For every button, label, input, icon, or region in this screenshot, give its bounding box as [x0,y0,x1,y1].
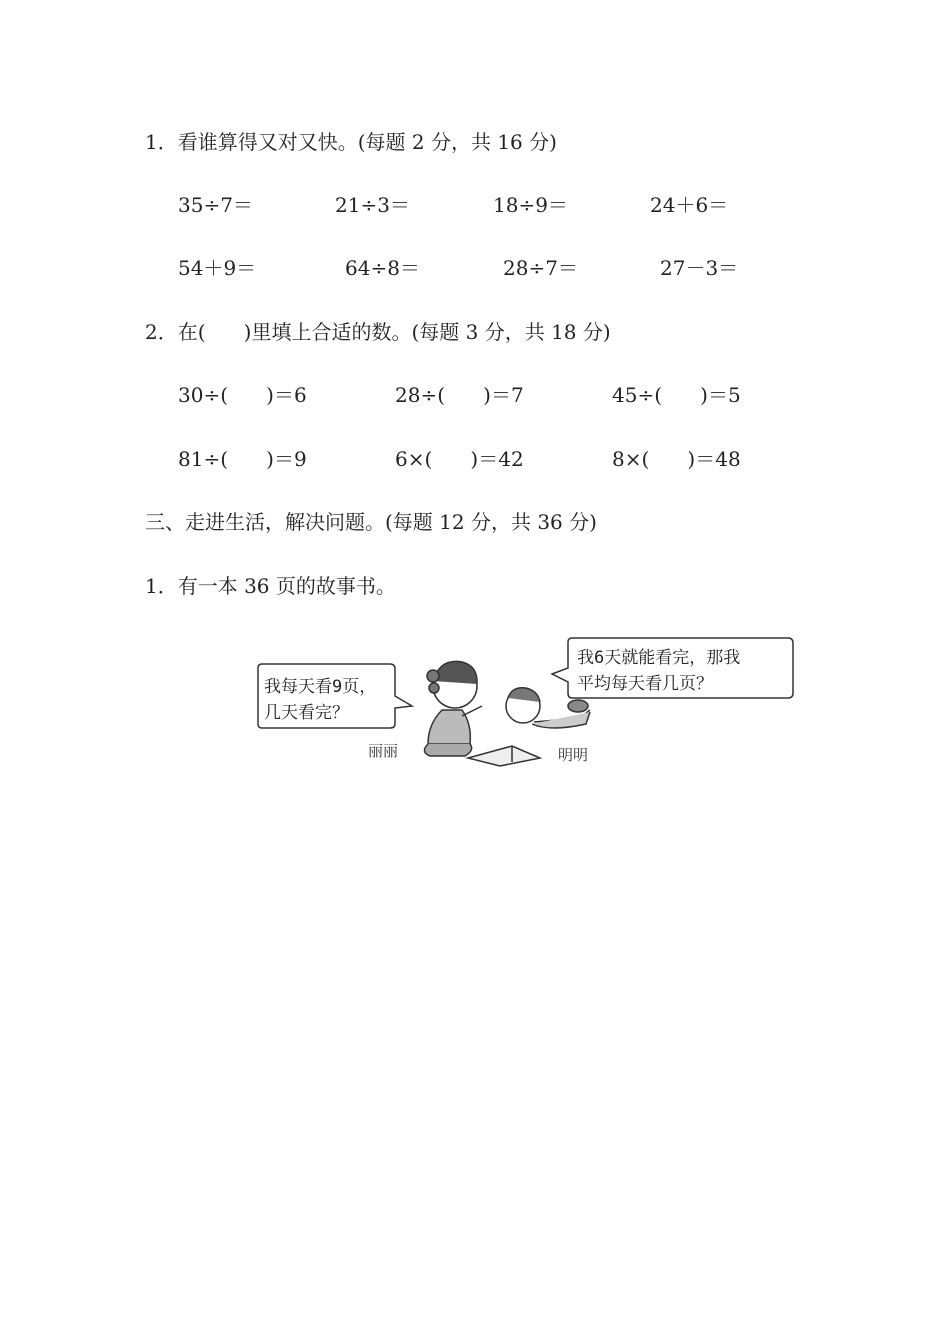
question-1-title: 1．看谁算得又对又快。(每题 2 分，共 16 分) [145,130,557,154]
arithmetic-item: 18÷9＝ [493,193,568,217]
story-illustration [250,636,800,772]
problem-1-title: 1．有一本 36 页的故事书。 [145,574,396,598]
arithmetic-item: 54＋9＝ [178,256,257,280]
lili-bubble-line-1: 我每天看9页， [264,677,377,697]
mingming-name-label: 明明 [558,746,589,764]
mingming-bubble-line-1: 我6天就能看完，那我 [577,648,741,668]
fill-blank-item: 6×( )＝42 [395,447,524,471]
arithmetic-item: 28÷7＝ [503,256,578,280]
lili-figure [424,661,482,756]
fill-blank-item: 8×( )＝48 [612,447,741,471]
arithmetic-item: 24＋6＝ [650,193,729,217]
fill-blank-item: 28÷( )＝7 [395,383,524,407]
arithmetic-item: 27－3＝ [660,256,739,280]
lili-speech-bubble [258,664,412,728]
mingming-speech-bubble [552,638,793,698]
mingming-bubble-line-2: 平均每天看几页？ [577,674,713,694]
lili-name-label: 丽丽 [368,742,399,760]
fill-blank-item: 45÷( )＝5 [612,383,741,407]
question-2-title: 2．在( )里填上合适的数。(每题 3 分，共 18 分) [145,320,611,344]
lili-bubble-line-2: 几天看完？ [264,703,349,723]
arithmetic-item: 21÷3＝ [335,193,410,217]
fill-blank-item: 30÷( )＝6 [178,383,307,407]
arithmetic-item: 35÷7＝ [178,193,253,217]
arithmetic-item: 64÷8＝ [345,256,420,280]
section-3-heading: 三、走进生活，解决问题。(每题 12 分，共 36 分) [145,510,597,534]
fill-blank-item: 81÷( )＝9 [178,447,307,471]
